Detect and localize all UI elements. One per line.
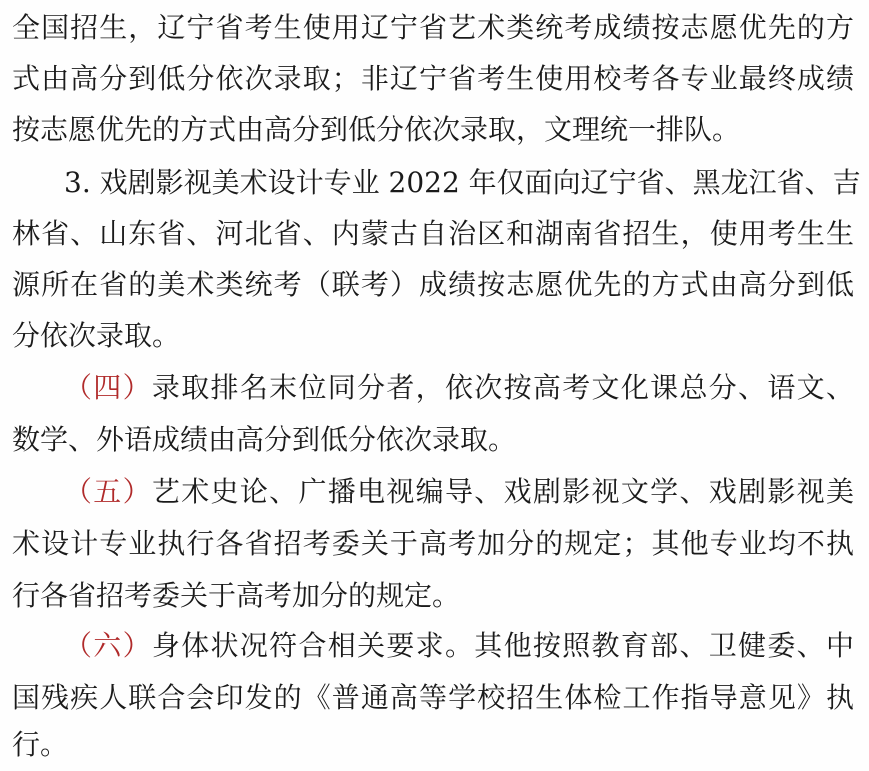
text-line-3 — [12, 104, 854, 156]
text-line-14-content: 国残疾人联合会印发的《普通高等学校招生体检工作指导意见》执 — [12, 681, 854, 714]
text-line-12 — [12, 570, 854, 622]
text-line-8-content: 录取排名末位同分者，依次按高考文化课总分、语文、 — [151, 371, 854, 404]
text-line-9-content: 数学、外语成绩由高分到低分依次录取。 — [12, 423, 517, 456]
text-line-10-content: 艺术史论、广播电视编导、戏剧影视文学、戏剧影视美 — [151, 475, 854, 508]
text-line-9 — [12, 414, 854, 466]
text-line-4 — [64, 157, 861, 209]
text-line-2-content: 式由高分到低分依次录取；非辽宁省考生使用校考各专业最终成绩 — [12, 62, 854, 95]
text-line-5 — [12, 208, 854, 260]
text-line-15-content: 行。 — [12, 728, 69, 761]
text-line-6 — [12, 259, 854, 311]
text-line-11 — [12, 518, 854, 570]
text-line-11-content: 术设计专业执行各省招考委关于高考加分的规定；其他专业均不执 — [12, 527, 854, 560]
text-line-7-content: 分依次录取。 — [12, 319, 181, 352]
text-line-1-content: 全国招生，辽宁省考生使用辽宁省艺术类统考成绩按志愿优先的方 — [12, 11, 854, 44]
text-line-14 — [12, 672, 854, 724]
text-line-3-content: 按志愿优先的方式由高分到低分依次录取，文理统一排队。 — [12, 113, 741, 146]
text-line-7 — [12, 310, 854, 362]
text-line-8 — [64, 362, 854, 414]
section-marker-six: （六） — [64, 629, 152, 662]
text-line-13 — [64, 620, 854, 672]
text-line-10 — [64, 466, 854, 518]
text-line-2 — [12, 53, 854, 105]
text-line-13-content: 身体状况符合相关要求。其他按照教育部、卫健委、中 — [151, 629, 854, 662]
text-line-1 — [12, 2, 854, 54]
text-line-4-content: 3. 戏剧影视美术设计专业 2022 年仅面向辽宁省、黑龙江省、吉 — [64, 166, 861, 199]
text-line-15 — [12, 719, 854, 771]
text-line-12-content: 行各省招考委关于高考加分的规定。 — [12, 579, 461, 612]
section-marker-five: （五） — [64, 475, 152, 508]
text-line-5-content: 林省、山东省、河北省、内蒙古自治区和湖南省招生，使用考生生 — [12, 217, 854, 250]
text-line-6-content: 源所在省的美术类统考（联考）成绩按志愿优先的方式由高分到低 — [12, 268, 854, 301]
section-marker-four: （四） — [64, 371, 152, 404]
